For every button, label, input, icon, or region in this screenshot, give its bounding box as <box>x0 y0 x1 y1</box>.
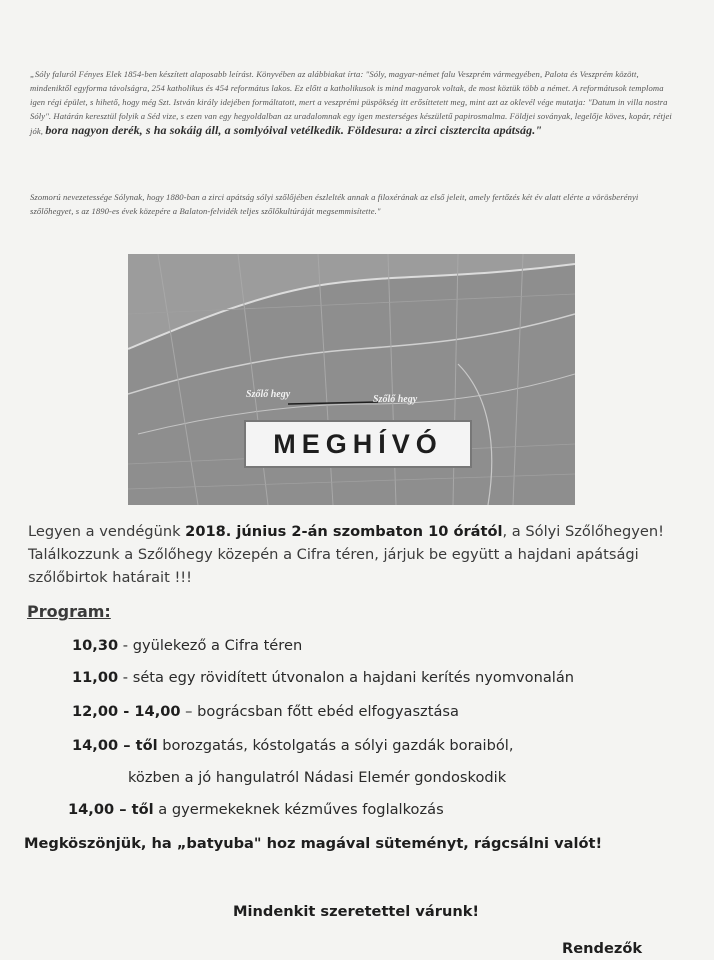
welcome-note: Mindenkit szeretettel várunk! <box>233 903 480 920</box>
program-text: közben a jó hangulatról Nádasi Elemér gondoskodik <box>128 769 507 786</box>
program-item <box>68 801 444 818</box>
program-item <box>128 769 506 786</box>
program-text: a gyermekeknek kézműves foglalkozás <box>153 801 444 818</box>
invitation-title: MEGHÍVÓ <box>244 420 472 468</box>
program-text: - gyülekező a Cifra téren <box>118 637 303 654</box>
quote-text-2: Szomorú nevezetessége Sólynak, hogy 1880-ban a zirci apátság sólyi szőlőjében észlelték annak a filoxérának az első jeleit, amely fertőzés két év alatt elérte a vörösberényi szőlőhegyet, s az 1890-es évek közepére a Balaton-felvidék teljes szőlőkultúráját megsemmisítette." <box>30 192 639 216</box>
program-text: - séta egy rövidített útvonalon a hajdani kerítés nyomvonalán <box>118 669 575 686</box>
phylloxera-quote <box>30 190 676 218</box>
quote-emphasis: bora nagyon derék, s ha sokáig áll, a somlyóival vetélkedik. Földesura: a zirci cisztercita apátság." <box>45 123 543 137</box>
program-text: – bográcsban főtt ebéd elfogyasztása <box>180 703 459 720</box>
program-time: 14,00 – től <box>68 801 154 818</box>
intro-date: 2018. június 2-án szombaton 10 órától <box>185 523 503 540</box>
intro-paragraph <box>28 520 698 589</box>
historical-quote <box>30 67 676 138</box>
thanks-note: Megköszönjük, ha „batyuba" hoz magával süteményt, rágcsálni valót! <box>24 835 603 852</box>
signature: Rendezők <box>562 940 643 957</box>
program-item <box>72 669 574 686</box>
program-time: 10,30 <box>72 637 119 654</box>
program-item <box>72 637 302 654</box>
program-time: 11,00 <box>72 669 119 686</box>
intro-part2: , a Sólyi Szőlőhegyen! Találkozzunk a Szőlőhegy közepén a Cifra téren, járjuk be együtt a hajdani apátsági szőlőbirtok határait !!! <box>28 523 665 586</box>
program-heading: Program: <box>27 602 111 621</box>
program-time: 12,00 - 14,00 <box>72 703 181 720</box>
intro-part1: Legyen a vendégünk <box>28 523 186 540</box>
map-label-left: Szőlő hegy <box>246 389 291 400</box>
quote-text: „Sóly faluról Fényes Elek 1854-ben készített alaposabb leírást. Könyvében az alábbiakat írta: "Sóly, magyar-német falu Veszprém vármegyében, Palota és Veszprém között, mindeniktől egyforma távolságra, 254 katholikus és 454 református lakos. Ez előtt a katholikusok is mind magyarok voltak, de most köztük több a német. A reformátusok temploma igen régi épület, s hihető, hogy még Szt. István király idejében formáltatott, mert a veszprémi püspökség itt erősíttetett meg, mint azt az oklevél vége mutatja: "Datum in villa nostra Sóly". Határán keresztül folyik a Séd vize, s ezen van egy hegyoldalban az uradalomnak egy igen mesterséges készületű papirosmalma. Földjei soványak, legelője köves, kopár, rétjei jók, <box>30 69 672 136</box>
program-time: 14,00 – től <box>72 737 158 754</box>
map-label-right: Szőlő hegy <box>373 394 418 405</box>
program-text: borozgatás, kóstolgatás a sólyi gazdák boraiból, <box>157 737 514 754</box>
program-item <box>72 737 514 754</box>
program-item <box>72 703 459 720</box>
